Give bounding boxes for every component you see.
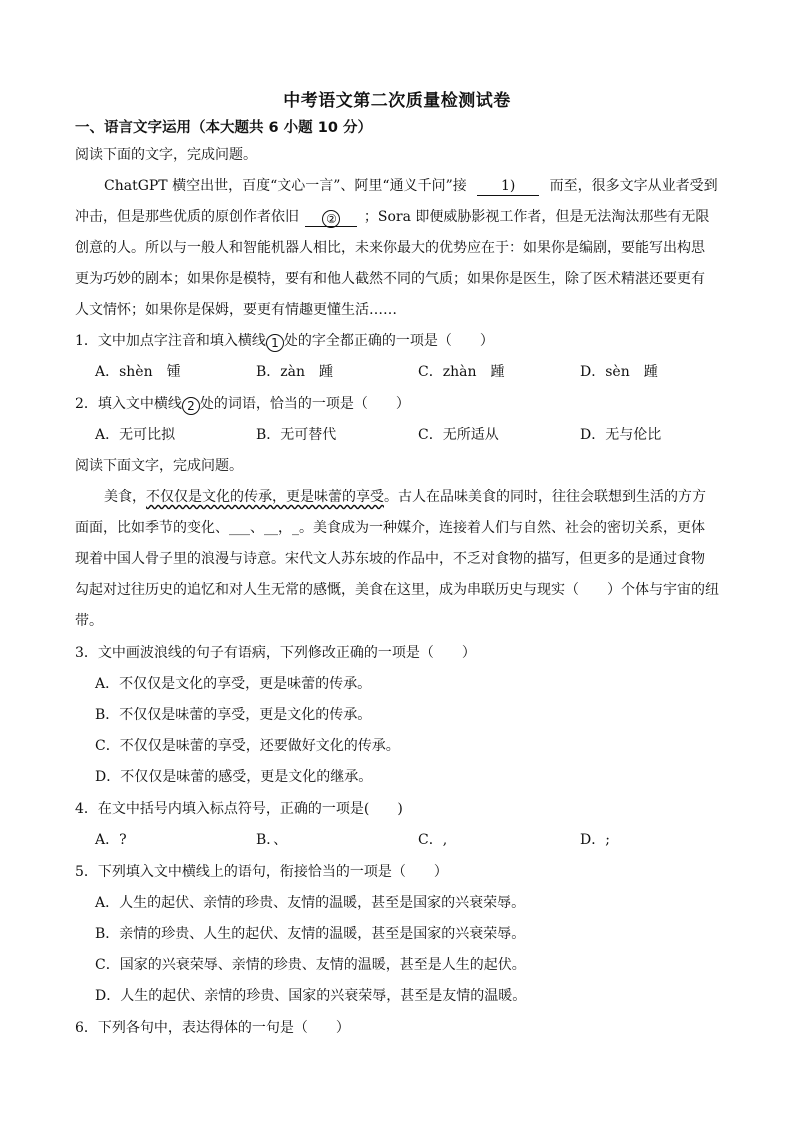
question-5-stem: 5．下列填入文中横线上的语句，衔接恰当的一项是（ ） xyxy=(75,864,448,880)
question-5-option-d: D．人生的起伏、亲情的珍贵、国家的兴衰荣辱，甚至是友情的温暖。 xyxy=(95,988,527,1004)
question-5-option-b: B．亲情的珍贵、人生的起伏、友情的温暖，甚至是国家的兴衰荣辱。 xyxy=(95,926,526,942)
circled-number-2: 2 xyxy=(182,397,200,415)
passage2-intro: 阅读下面文字，完成问题。 xyxy=(75,458,243,474)
passage1-line-2 xyxy=(75,207,709,227)
question-1-stem-text: 1．文中加点字注音和填入横线 xyxy=(75,333,266,349)
question-5-option-a: A．人生的起伏、亲情的珍贵、友情的温暖，甚至是国家的兴衰荣辱。 xyxy=(95,895,526,911)
question-2-option-c: C．无所适从 xyxy=(418,427,499,443)
blank-2 xyxy=(305,208,357,227)
question-2-stem-text: 2．填入文中横线 xyxy=(75,396,182,412)
question-3-option-a: A．不仅仅是文化的享受，更是味蕾的传承。 xyxy=(95,676,372,692)
question-2-option-b: B．无可替代 xyxy=(256,427,337,443)
question-2-option-a: A．无可比拟 xyxy=(95,427,176,443)
passage2-line-3: 现着中国人骨子里的浪漫与诗意。宋代文人苏东坡的作品中，不乏对食物的描写，但更多的是通过食物 xyxy=(75,551,705,567)
passage2-text: 。古人在品味美食的同时，往往会联想到生活的方方 xyxy=(384,489,706,505)
passage2-line-4: 勾起对过往历史的追忆和对人生无常的感慨，美食在这里，成为串联历史与现实（ ）个体与宇宙的纽 xyxy=(75,582,719,598)
passage1-text: ChatGPT 横空出世，百度“文心一言”、阿里“通义千问”接 xyxy=(104,178,467,194)
section-heading: 一、语言文字运用（本大题共 6 小题 10 分） xyxy=(75,120,372,136)
question-1-option-a: A．shèn 锺 xyxy=(95,364,181,380)
passage1-text: 冲击，但是那些优质的原创作者依旧 xyxy=(75,209,299,225)
question-1-option-b: B．zàn 踵 xyxy=(256,364,334,380)
question-4-option-c: C．, xyxy=(418,832,448,848)
passage2-line-2: 面面，比如季节的变化、___、__，_。美食成为一种媒介，连接着人们与自然、社会的密切关系，更体 xyxy=(75,520,705,536)
passage1-line-5: 人文情怀；如果你是保姆，要更有情趣更懂生活…… xyxy=(75,302,397,318)
question-5-option-c: C．国家的兴衰荣辱、亲情的珍贵、友情的温暖，甚至是人生的起伏。 xyxy=(95,957,526,973)
question-1-stem-text: 处的字全都正确的一项是（ ） xyxy=(283,333,494,349)
circled-number-1: 1 xyxy=(266,334,284,352)
passage1-line-1 xyxy=(104,176,718,196)
question-3-stem: 3．文中画波浪线的句子有语病，下列修改正确的一项是（ ） xyxy=(75,645,476,661)
blank-1-label: 1) xyxy=(501,178,516,194)
passage1-line-4: 更为巧妙的剧本；如果你是模特，要有和他人截然不同的气质；如果你是医生，除了医术精湛还要更有 xyxy=(75,271,705,287)
question-1-stem xyxy=(75,331,494,352)
question-1-option-c: C．zhàn 踵 xyxy=(418,364,505,380)
question-3-option-c: C．不仅仅是味蕾的享受，还要做好文化的传承。 xyxy=(95,738,400,754)
wavy-underlined-sentence: 不仅仅是文化的传承，更是味蕾的享受 xyxy=(146,489,384,505)
passage2-line-5: 带。 xyxy=(75,613,103,629)
question-6-stem: 6．下列各句中，表达得体的一句是（ ） xyxy=(75,1020,350,1036)
circled-number-2: ② xyxy=(322,210,340,228)
passage1-intro: 阅读下面的文字，完成问题。 xyxy=(75,147,257,163)
question-3-option-d: D．不仅仅是味蕾的感受，更是文化的继承。 xyxy=(95,769,373,785)
passage2-text: 美食， xyxy=(104,489,146,505)
passage2-line-1 xyxy=(104,487,706,507)
question-2-stem xyxy=(75,394,410,415)
question-2-option-d: D．无与伦比 xyxy=(580,427,662,443)
question-1-option-d: D．sèn 踵 xyxy=(580,364,658,380)
passage1-text: ；Sora 即便威胁影视工作者，但是无法淘汰那些有无限 xyxy=(363,209,710,225)
question-4-option-b: B．、 xyxy=(256,832,288,848)
passage1-text: 而至，很多文字从业者受到 xyxy=(549,178,718,194)
page-title: 中考语文第二次质量检测试卷 xyxy=(283,91,511,111)
passage1-line-3: 创意的人。所以与一般人和智能机器人相比，未来你最大的优势应在于：如果你是编剧，要能写出构思 xyxy=(75,240,705,256)
blank-1 xyxy=(477,177,539,196)
question-2-stem-text: 处的词语，恰当的一项是（ ） xyxy=(199,396,410,412)
question-4-stem: 4．在文中括号内填入标点符号，正确的一项是( ) xyxy=(75,801,403,817)
question-4-option-d: D．; xyxy=(580,832,610,848)
question-4-option-a: A．? xyxy=(95,832,127,848)
question-3-option-b: B．不仅仅是味蕾的享受，更是文化的传承。 xyxy=(95,707,372,723)
